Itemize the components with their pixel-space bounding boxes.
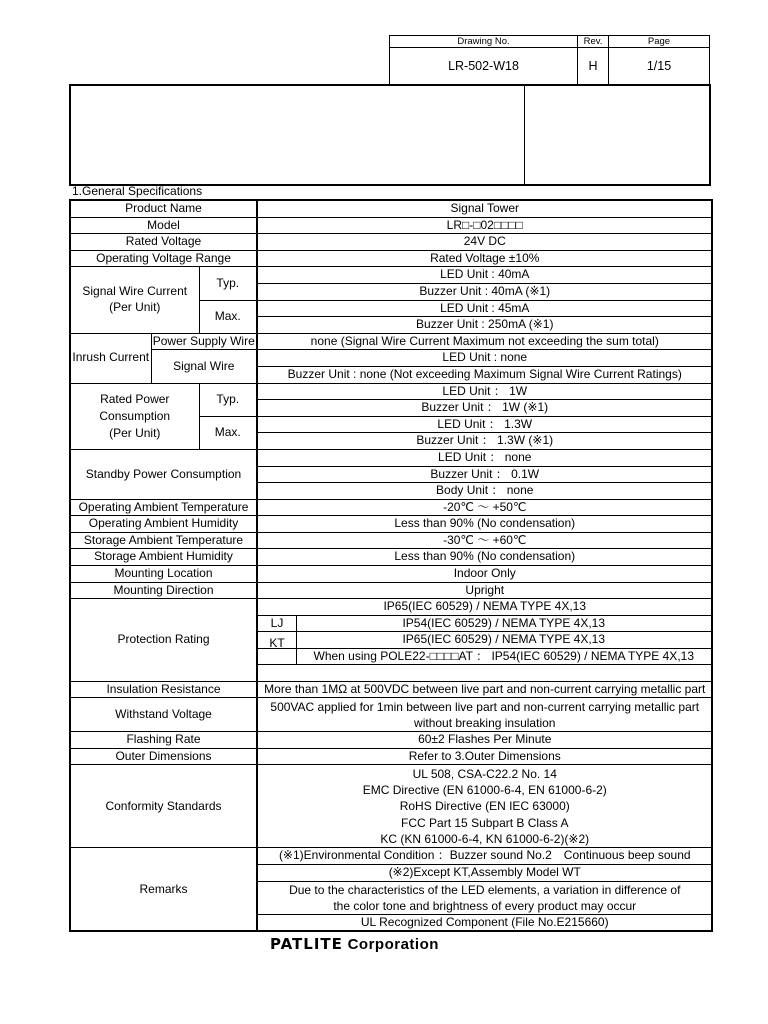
table-row xyxy=(70,765,712,848)
table-row xyxy=(70,848,712,865)
remarks-label: Remarks xyxy=(70,848,257,931)
op-voltage-range-label: Operating Voltage Range xyxy=(70,250,257,267)
table-row xyxy=(70,732,712,749)
signal-typ-led: LED Unit : 40mA xyxy=(257,267,712,284)
conformity-line: RoHS Directive (EN IEC 63000) xyxy=(399,799,570,814)
title-block-divider xyxy=(524,86,525,184)
page-label: Page xyxy=(609,36,710,48)
power-typ-led: LED Unit ： 1W xyxy=(257,383,712,400)
power-max-buzzer: Buzzer Unit ： 1.3W (※1) xyxy=(257,433,712,450)
remarks-r3 xyxy=(257,881,712,914)
conformity-line: UL 508, CSA-C22.2 No. 14 xyxy=(412,766,557,781)
env-spacer xyxy=(257,665,712,682)
signal-typ-label: Typ. xyxy=(199,267,257,300)
power-typ-buzzer: Buzzer Unit ： 1W (※1) xyxy=(257,400,712,417)
inrush-signal-label: Signal Wire xyxy=(151,350,257,383)
signal-max-led: LED Unit : 45mA xyxy=(257,300,712,317)
standby-led: LED Unit ： none xyxy=(257,449,712,466)
table-row xyxy=(70,333,712,350)
drawing-header xyxy=(389,35,710,85)
table-row xyxy=(70,698,712,732)
protection-lj-value: IP54(IEC 60529) / NEMA TYPE 4X,13 xyxy=(402,615,606,630)
page-value: 1/15 xyxy=(609,48,710,85)
st-temp-label: Storage Ambient Temperature xyxy=(70,532,257,549)
op-temp-value: -20℃ ～ +50℃ xyxy=(257,499,712,516)
outer-dim-value: Refer to 3.Outer Dimensions xyxy=(257,748,712,765)
st-humidity-label: Storage Ambient Humidity xyxy=(70,549,257,566)
product-name-label: Product Name xyxy=(70,200,257,217)
power-typ-label: Typ. xyxy=(199,383,257,416)
outer-dim-label: Outer Dimensions xyxy=(70,748,257,765)
withstand-label: Withstand Voltage xyxy=(70,698,257,732)
rev-value: H xyxy=(578,48,609,85)
drawing-no-value: LR-502-W18 xyxy=(390,48,578,85)
withstand-value xyxy=(257,698,712,732)
model-label: Model xyxy=(70,217,257,234)
inrush-power-label: Power Supply Wire xyxy=(151,333,257,350)
op-temp-label: Operating Ambient Temperature xyxy=(70,499,257,516)
table-row xyxy=(70,549,712,566)
title-block xyxy=(69,84,711,186)
table-row xyxy=(70,499,712,516)
inrush-signal-led: LED Unit : none xyxy=(257,350,712,367)
op-humidity-value: Less than 90% (No condensation) xyxy=(257,516,712,533)
table-row xyxy=(70,748,712,765)
table-row xyxy=(70,217,712,234)
conformity-label: Conformity Standards xyxy=(70,765,257,848)
power-max-led: LED Unit ： 1.3W xyxy=(257,416,712,433)
remarks-r4: UL Recognized Component (File No.E215660) xyxy=(257,914,712,931)
st-temp-value: -30℃ ～ +60℃ xyxy=(257,532,712,549)
inrush-power-value: none (Signal Wire Current Maximum not exceeding the sum total) xyxy=(257,333,712,350)
table-row xyxy=(70,234,712,251)
mount-location-label: Mounting Location xyxy=(70,566,257,583)
op-humidity-label: Operating Ambient Humidity xyxy=(70,516,257,533)
signal-wire-current-label: Signal Wire Current (Per Unit) xyxy=(70,267,199,333)
protection-kt-value2: When using POLE22-□□□□AT ： IP54(IEC 60529) / NEMA TYPE 4X,13 xyxy=(313,649,694,664)
standby-body: Body Unit ： none xyxy=(257,483,712,500)
table-row xyxy=(70,350,712,367)
table-row xyxy=(70,532,712,549)
table-row xyxy=(70,681,712,698)
remarks-r2: (※2)Except KT,Assembly Model WT xyxy=(257,865,712,882)
remarks-r3-line1: Due to the characteristics of the LED elements, a variation in difference of xyxy=(289,882,681,897)
protection-lj-label: LJ xyxy=(258,616,297,632)
insulation-label: Insulation Resistance xyxy=(70,681,257,698)
table-row xyxy=(70,383,712,400)
protection-kt-value1: IP65(IEC 60529) / NEMA TYPE 4X,13 xyxy=(258,632,712,649)
section-title: 1.General Specifications xyxy=(72,184,203,198)
conformity-line: EMC Directive (EN 61000-6-4, EN 61000-6-2) xyxy=(362,782,607,797)
inrush-current-label: Inrush Current xyxy=(70,333,151,383)
remarks-r1: (※1)Environmental Condition ：Buzzer sound No.2 Continuous beep sound xyxy=(257,848,712,865)
conformity-line: FCC Part 15 Subpart B Class A xyxy=(401,815,569,830)
remarks-r3-line2: the color tone and brightness of every product may occur xyxy=(333,898,637,913)
rev-label: Rev. xyxy=(578,36,609,48)
company-logo: PATLITE xyxy=(270,935,343,953)
signal-max-buzzer: Buzzer Unit : 250mA (※1) xyxy=(257,317,712,334)
table-row xyxy=(70,566,712,583)
table-row xyxy=(70,250,712,267)
protection-kt-label: KT xyxy=(258,632,297,664)
rated-voltage-value: 24V DC xyxy=(257,234,712,251)
mount-location-value: Indoor Only xyxy=(257,566,712,583)
mount-direction-value: Upright xyxy=(257,582,712,599)
conformity-line: KC (KN 61000-6-4, KN 61000-6-2)(※2) xyxy=(380,831,590,846)
table-row xyxy=(70,267,712,284)
product-name-value: Signal Tower xyxy=(257,200,712,217)
standby-power-label: Standby Power Consumption xyxy=(70,449,257,499)
op-voltage-range-value: Rated Voltage ±10% xyxy=(257,250,712,267)
insulation-value: More than 1MΩ at 500VDC between live part and non-current carrying metallic part xyxy=(257,681,712,698)
withstand-value-line1: 500VAC applied for 1min between live part and non-current carrying metallic part xyxy=(270,699,700,714)
company-suffix: Corporation xyxy=(347,936,439,953)
flashing-value: 60±2 Flashes Per Minute xyxy=(257,732,712,749)
conformity-value xyxy=(257,765,712,848)
model-value: LR□-□02□□□□ xyxy=(257,217,712,234)
inrush-signal-buzzer: Buzzer Unit : none (Not exceeding Maximum Signal Wire Current Ratings) xyxy=(257,366,712,383)
table-row xyxy=(70,200,712,217)
signal-max-label: Max. xyxy=(199,300,257,333)
mount-direction-label: Mounting Direction xyxy=(70,582,257,599)
table-row xyxy=(70,582,712,599)
table-row xyxy=(70,599,712,616)
table-row xyxy=(70,449,712,466)
protection-lj-cell xyxy=(257,615,712,632)
protection-label: Protection Rating xyxy=(70,599,257,681)
rated-power-label: Rated Power Consumption (Per Unit) xyxy=(70,383,199,449)
protection-kt-cell xyxy=(257,632,712,665)
table-row xyxy=(70,516,712,533)
st-humidity-value: Less than 90% (No condensation) xyxy=(257,549,712,566)
signal-typ-buzzer: Buzzer Unit : 40mA (※1) xyxy=(257,283,712,300)
standby-buzzer: Buzzer Unit ： 0.1W xyxy=(257,466,712,483)
company-footer xyxy=(270,935,439,953)
withstand-value-line2: without breaking insulation xyxy=(414,715,556,730)
spec-table xyxy=(69,199,713,932)
flashing-label: Flashing Rate xyxy=(70,732,257,749)
rated-voltage-label: Rated Voltage xyxy=(70,234,257,251)
drawing-no-label: Drawing No. xyxy=(390,36,578,48)
protection-row1: IP65(IEC 60529) / NEMA TYPE 4X,13 xyxy=(257,599,712,616)
power-max-label: Max. xyxy=(199,416,257,449)
